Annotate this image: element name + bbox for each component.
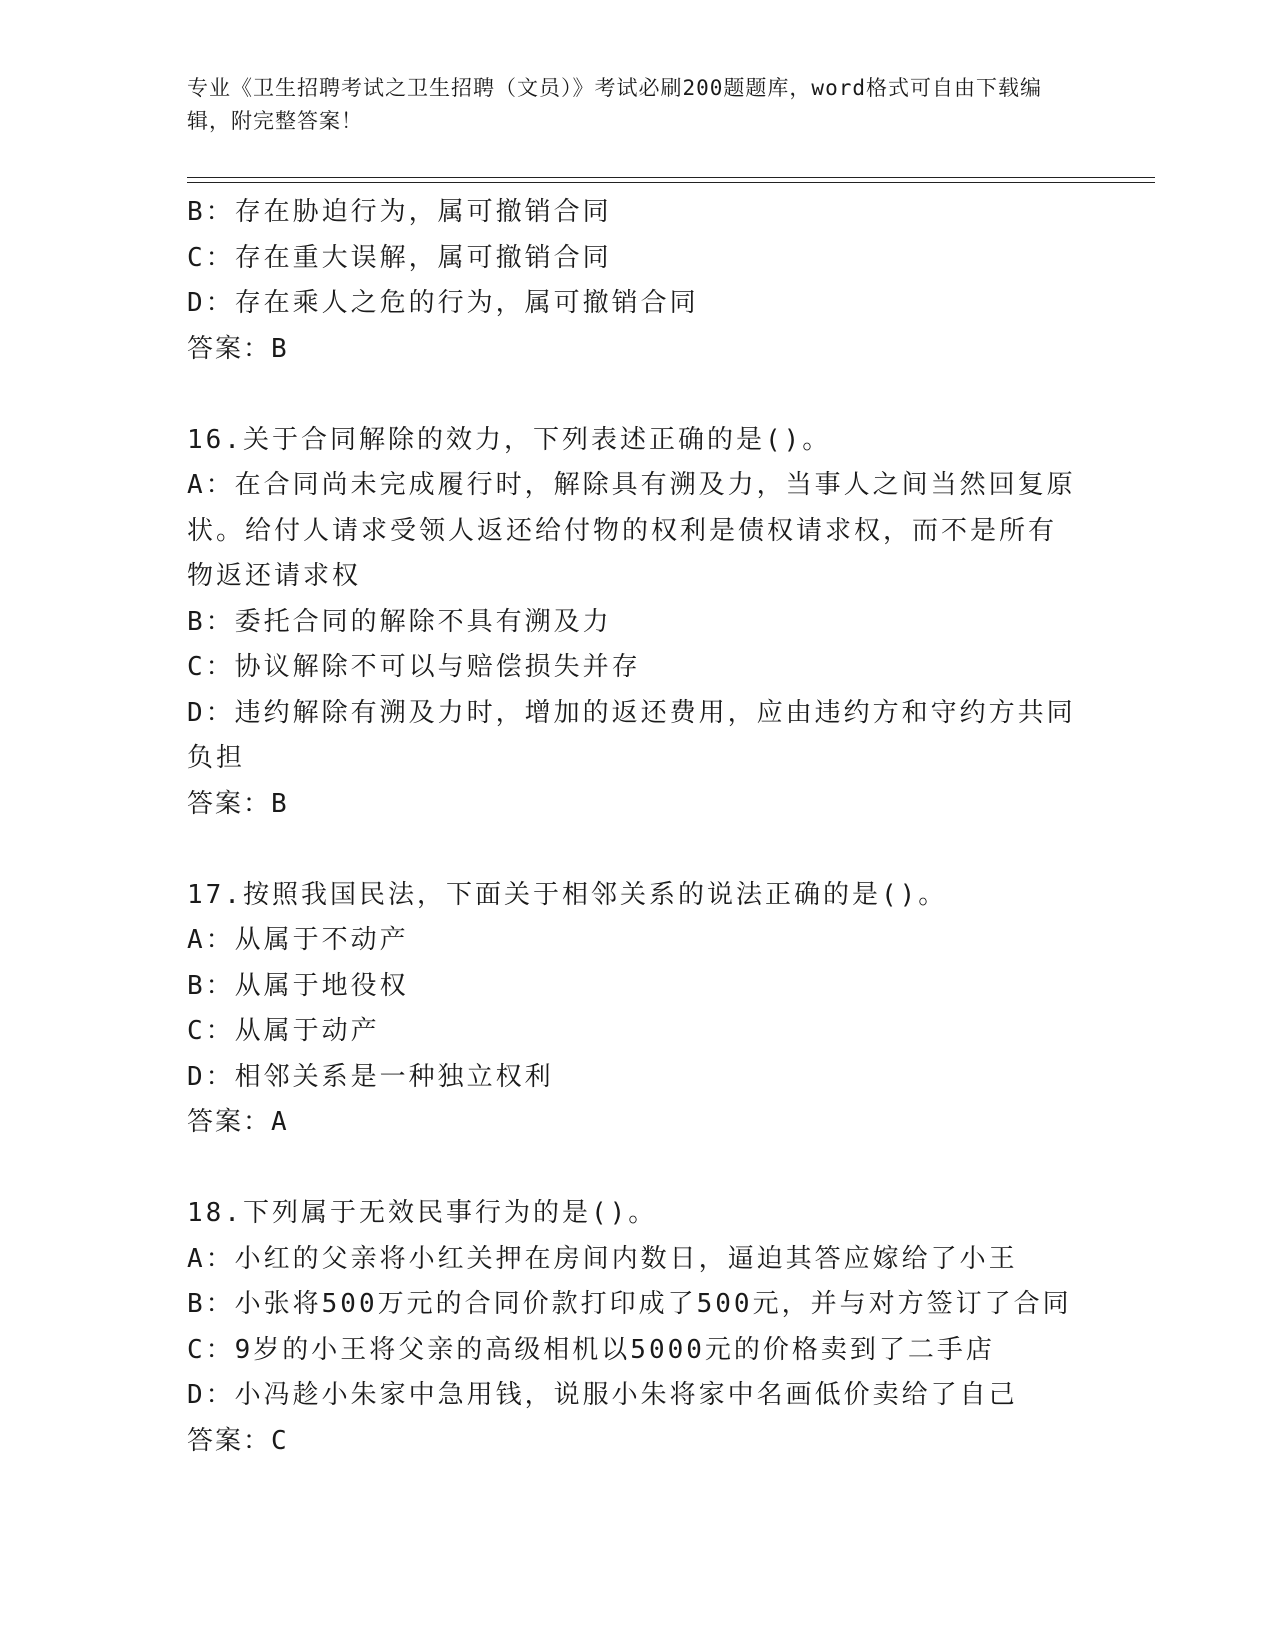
answer-line: 答案：B xyxy=(187,333,289,364)
document-header: 专业《卫生招聘考试之卫生招聘（文员）》考试必刷200题题库，word格式可自由下载编辑，附完整答案！ xyxy=(187,76,1042,133)
option-b: B：小张将500万元的合同价款打印成了500元，并与对方签订了合同 xyxy=(187,1289,1072,1319)
question-stem: 17.按照我国民法，下面关于相邻关系的说法正确的是()。 xyxy=(187,879,948,910)
answer-line: 答案：C xyxy=(187,1425,289,1456)
option-d: D：小冯趁小朱家中急用钱，说服小朱将家中名画低价卖给了自己 xyxy=(187,1380,1018,1410)
option-c: C：协议解除不可以与赔偿损失并存 xyxy=(187,652,641,682)
header-rule-top xyxy=(187,177,1155,178)
header-rule-bottom xyxy=(187,182,1155,183)
spacer xyxy=(187,372,1087,418)
spacer xyxy=(187,827,1087,873)
question-16 xyxy=(187,418,1087,828)
question-18 xyxy=(187,1191,1087,1464)
option-d: D：违约解除有溯及力时，增加的返还费用，应由违约方和守约方共同负担 xyxy=(187,697,1076,773)
question-17 xyxy=(187,873,1087,1146)
option-c: C：9岁的小王将父亲的高级相机以5000元的价格卖到了二手店 xyxy=(187,1334,995,1365)
option-b: B：委托合同的解除不具有溯及力 xyxy=(187,606,612,637)
spacer xyxy=(187,1146,1087,1192)
option-c: C：存在重大误解，属可撤销合同 xyxy=(187,242,612,273)
option-a: A：小红的父亲将小红关押在房间内数日，逼迫其答应嫁给了小王 xyxy=(187,1243,1018,1274)
question-stem: 16.关于合同解除的效力，下列表述正确的是()。 xyxy=(187,424,832,455)
option-a: A：在合同尚未完成履行时，解除具有溯及力，当事人之间当然回复原状。给付人请求受领人返还给付物的权利是债权请求权，而不是所有物返还请求权 xyxy=(187,470,1076,591)
option-c: C：从属于动产 xyxy=(187,1016,380,1046)
question-list xyxy=(187,190,1087,1464)
answer-line: 答案：A xyxy=(187,1107,289,1137)
option-b: B：从属于地役权 xyxy=(187,970,409,1001)
question-stem: 18.下列属于无效民事行为的是()。 xyxy=(187,1198,658,1228)
option-a: A：从属于不动产 xyxy=(187,925,409,955)
option-b: B：存在胁迫行为，属可撤销合同 xyxy=(187,197,612,227)
option-d: D：相邻关系是一种独立权利 xyxy=(187,1061,554,1092)
question-fragment xyxy=(187,190,1087,372)
answer-line: 答案：B xyxy=(187,788,289,819)
option-d: D：存在乘人之危的行为，属可撤销合同 xyxy=(187,288,699,318)
